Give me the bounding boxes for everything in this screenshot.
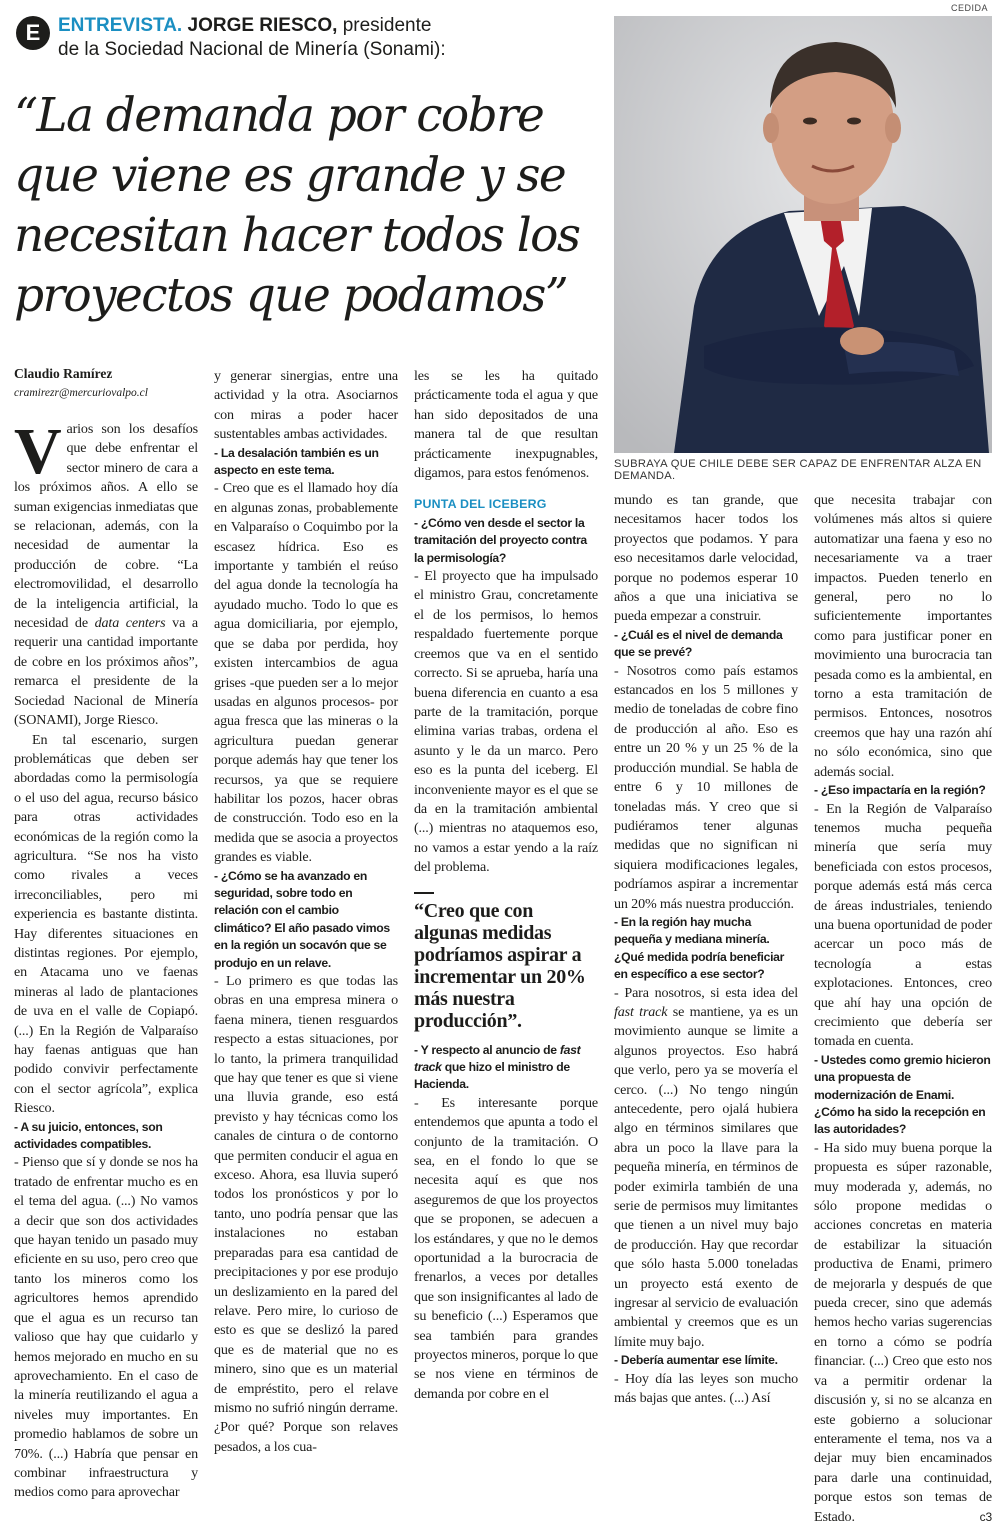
- question: - ¿Cómo se ha avanzado en seguridad, sobre todo en relación con el cambio climático? El año pasado vimos en la región un socavón que se produjo en un relave.: [214, 868, 390, 970]
- headline: “La demanda por cobre que viene es grande y se necesitan hacer todos los proyectos que podamos”: [14, 88, 580, 323]
- answer-text-em: fast track: [614, 1003, 668, 1020]
- answer: - Hoy día las leyes son mucho más bajas que antes. (...) Así: [614, 1370, 798, 1407]
- question: - Debería aumentar ese límite.: [614, 1353, 778, 1368]
- question: - En la región hay mucha pequeña y mediana minería. ¿Qué medida podría beneficiar en específico a ese sector?: [614, 914, 785, 982]
- kicker-label: ENTREVISTA.: [58, 15, 183, 36]
- byline-author: Claudio Ramírez: [14, 366, 113, 381]
- body-paragraph: En tal escenario, surgen problemáticas que deben ser abordadas como la permisología o el uso del agua, recurso básico para otras actividades económicas de la región como la agricultura. “Se nos ha visto como rivales a veces irreconciliables, pero mi experiencia es bastante distinta. Hay diferentes situaciones en distintas regiones. Por ejemplo, en Atacama uno ve faenas mineras al lado de plantaciones de uva en el valle de Copiapó. (...) En la Región de Valparaíso hay faenas antiguas que han podido convivir perfectamente con el sector agrícola”, explica Riesco.: [14, 731, 198, 1117]
- kicker-role-2: de la Sociedad Nacional de Minería (Sonami):: [58, 39, 446, 60]
- kicker-name: JORGE RIESCO,: [187, 15, 338, 36]
- answer-text-b: se mantiene, ya es un movimiento aunque se limite a algunos proyectos. Eso habrá que verlo, pero ya se movería el cerco. (...) No tengo ningún antecedente, pero ojalá hubiera algo en términos similares que abra un poco la llave para la pequeña minería, en términos de poder eximirla también de una serie de permisos muy limitantes que tienen a un nivel muy bajo de producción. Hay que recordar que sólo hasta 5.000 toneladas un proyecto está exento de ingresar al servicio de evaluación ambiental y creemos que es un límite muy bajo.: [614, 1003, 798, 1350]
- intro-text-a: arios son los desafíos que debe enfrentar el sector minero de cara a los próximos años. A ello se suman exigencias inmediatas que se relacionan, además, con la necesidad de aumentar la producción de cobre. “La electromovilidad, el desarrollo de la inteligencia artificial, la necesidad de: [14, 421, 198, 632]
- question: - A su juicio, entonces, son actividades compatibles.: [14, 1119, 163, 1152]
- question: - ¿Cuál es el nivel de demanda que se prevé?: [614, 627, 783, 660]
- pull-quote: [414, 892, 598, 1032]
- article-column-2: [214, 367, 398, 1457]
- section-heading: PUNTA DEL ICEBERG: [414, 497, 547, 512]
- portrait-illustration: [614, 16, 992, 453]
- answer-text-a: - Para nosotros, si esta idea del: [614, 984, 798, 1001]
- question: - ¿Eso impactaría en la región?: [814, 783, 986, 798]
- pull-quote-rule: [414, 892, 434, 894]
- question: [414, 1042, 598, 1094]
- portrait-photo: [614, 16, 992, 453]
- intro-text-b: va a requerir una cantidad importante de cobre en los próximos años”, remarca el presidente de la Sociedad Nacional de Minería (SONAMI), Jorge Riesco.: [14, 615, 198, 729]
- intro-text-em: data centers: [94, 615, 166, 632]
- photo-credit: CEDIDA: [950, 3, 988, 13]
- drop-cap: V: [14, 415, 62, 488]
- body-paragraph: que necesita trabajar con volúmenes más altos si quiere automatizar una faena y eso no necesariamente va a traer impactos. Pueden tenerlo en general, pero no lo suficientemente importantes como para justificar poner en movimiento una burocracia tan pesada como es la ambiental, en torno a esta tramitación de permisos. Entonces, nosotros creemos que hay una razón ahí no sólo económica, sino que además social.: [814, 492, 992, 780]
- answer: - Pienso que sí y donde se nos ha tratado de enfrentar mucho es en el tema del agua. (...) No vamos a decir que son dos actividades que hayan tenido un pasado muy eficiente en su uso, pero creo que tanto los mineros como los agricultores hemos aprendido que el agua es un recurso tan valioso que hay que cuidarlo y hemos mejorado en mucho en su aprovechamiento. En el caso de la minería reutilizando el agua a niveles muy importantes. En promedio hablamos de sobre un 70%. (...) Habría que pensar en combinar infraestructura y medios como para aprovechar: [14, 1154, 198, 1501]
- answer: - En la Región de Valparaíso tenemos mucha pequeña minería que sería muy beneficiada con estos procesos, porque además está más cerca de áreas industriales, teniendo una buena oportunidad de poder acercar un poco más de tecnología a estas explotaciones. Entonces, creo que ahí hay una opción de crecimiento que debería ser tomada en cuenta.: [814, 800, 992, 1050]
- answer: [814, 1139, 992, 1527]
- body-paragraph: mundo es tan grande, que necesitamos hacer todos los proyectos que podamos. Y para eso necesitamos darle velocidad, porque no podemos esperar 10 años a que una iniciativa se pueda empezar a construir.: [614, 492, 798, 625]
- answer: - El proyecto que ha impulsado el ministro Grau, concretamente el de los permisos, lo hemos respaldado fuertemente porque creemos que va en el sentido correcto. Si se aprueba, haría una buena diferencia en cuanto a esa parte de la tramitación, porque elimina varias trabas, ordena el asunto y le da un marco. Pero eso es la punta del iceberg. El inconveniente mayor es el que se da en la tramitación ambiental (...) mientras no ataquemos eso, no vamos a estar yendo a la raíz del problema.: [414, 568, 598, 876]
- question: - ¿Cómo ven desde el sector la tramitación del proyecto contra la permisología?: [414, 515, 587, 565]
- answer-text: - Ha sido muy buena porque la propuesta es súper razonable, muy moderada y, además, no sólo propone medidas o acciones concretas en materia de estabilizar la situación productiva de Enami, primero de mejorarla y después de que pueda crecer, sino que además hemos hecho varias sugerencias en torno a cómo se podría financiar. (...) Creo que esto nos va a permitir ordenar la discusión y, si no se alcanza en este gobierno a solucionar enteramente el tema, nos va a dejar muy bien encaminados para darle una continuidad, porque estos son temas de Estado.: [814, 1139, 992, 1525]
- article-column-4: [614, 491, 798, 1409]
- article-column-3: [414, 367, 598, 1404]
- body-paragraph: y generar sinergias, entre una actividad y la otra. Asociarnos con miras a poder hacer sustentables ambas actividades.: [214, 368, 398, 443]
- question-text-em: fast track: [414, 1042, 581, 1074]
- end-mark: c3: [979, 1509, 992, 1524]
- question: - Ustedes como gremio hicieron una propuesta de modernización de Enami. ¿Cómo ha sido la recepción en las autoridades?: [814, 1052, 991, 1137]
- answer: - Es interesante porque entendemos que apunta a todo el conjunto de la tramitación. O sea, en el fondo lo que se necesita aquí es que nos aseguremos de que los proyectos que se proponen, se adecuen a los estándares, y que no le demos oportunidad a la burocracia de frenarlos, a veces por detalles que son insignificantes al lado de su beneficio (...) Esperamos que sea también para grandes proyectos mineros, porque lo que se nos viene en términos de demanda por cobre en el: [414, 1094, 598, 1402]
- intro-paragraph: [14, 415, 198, 731]
- answer: [614, 984, 798, 1353]
- section-badge: E: [16, 16, 50, 50]
- body-paragraph: les se les ha quitado prácticamente toda el agua y que han sido depositados de una manera tal de que resultan prácticamente inexpugnables, digamos, para estos fenómenos.: [414, 368, 598, 482]
- kicker-role-1: presidente: [337, 15, 432, 36]
- byline: [14, 366, 198, 399]
- answer: - Creo que es el llamado hoy día en algunas zonas, probablemente en Valparaíso o Coquimbo por la escasez hídrica. Eso es importante y también el reúso del agua donde la tecnología ha ayudado mucho. Todo lo que es agua domiciliaria, por ejemplo, que se daba por perdida, hoy existen intercambios de agua grises -que pueden ser a lo mejor usadas en algunos procesos- por agua fresca que las mineras o la agricultura puedan generar porque además hay que tener los recursos, ya que se requiere habilitar los pozos, hacer obras de construcción. Todo eso en la medida que se asocia a proyectos grandes es viable.: [214, 480, 398, 866]
- kicker: [58, 14, 608, 62]
- question-text-a: - Y respecto al anuncio de: [414, 1042, 560, 1057]
- article-column-5: [814, 491, 992, 1527]
- answer: - Nosotros como país estamos estancados en los 5 millones y medio de toneladas de cobre fino de producción al año. Eso es entre un 20 % y un 25 % de la producción mundial. Se habla de entre 6 y 10 millones de toneladas más. Y creo que si pudiéramos tener algunas medidas que no significan ni siquiera modificaciones legales, podríamos aspirar a incrementar un 20% más nuestra producción.: [614, 662, 798, 912]
- question-text-b: que hizo el ministro de Hacienda.: [414, 1059, 570, 1092]
- article-column-1: [14, 415, 198, 1503]
- photo-caption: SUBRAYA QUE CHILE DEBE SER CAPAZ DE ENFRENTAR ALZA EN DEMANDA.: [614, 458, 982, 482]
- byline-email: cramirezr@mercuriovalpo.cl: [14, 387, 148, 399]
- question: - La desalación también es un aspecto en este tema.: [214, 445, 379, 478]
- answer: - Lo primero es que todas las obras en una empresa minera o faena minera, tienen resguardos respecto a estas situaciones, por lo tanto, la primera tranquilidad que hay que tener es que si viene una lluvia grande, eso está previsto y hay técnicas como los canales de cintura o de contorno que permiten conducir el agua en exceso. Ahora, esa lluvia superó todos los pronósticos y por lo tanto, uno podría pensar que las instalaciones no estaban preparadas para esa cantidad de precipitaciones y por ese produjo un deslizamiento en la pared del relave. Pero mire, lo curioso de esto es que se deslizó la pared que es de material que no es minero, sino que es un material de empréstito, pero el relave mismo no sufrió ningún derrame. ¿Por qué? Porque son relaves pesados, a los cua-: [214, 973, 398, 1455]
- pull-quote-text: “Creo que con algunas medidas podríamos aspirar a incrementar un 20% más nuestra producción”.: [414, 899, 586, 1032]
